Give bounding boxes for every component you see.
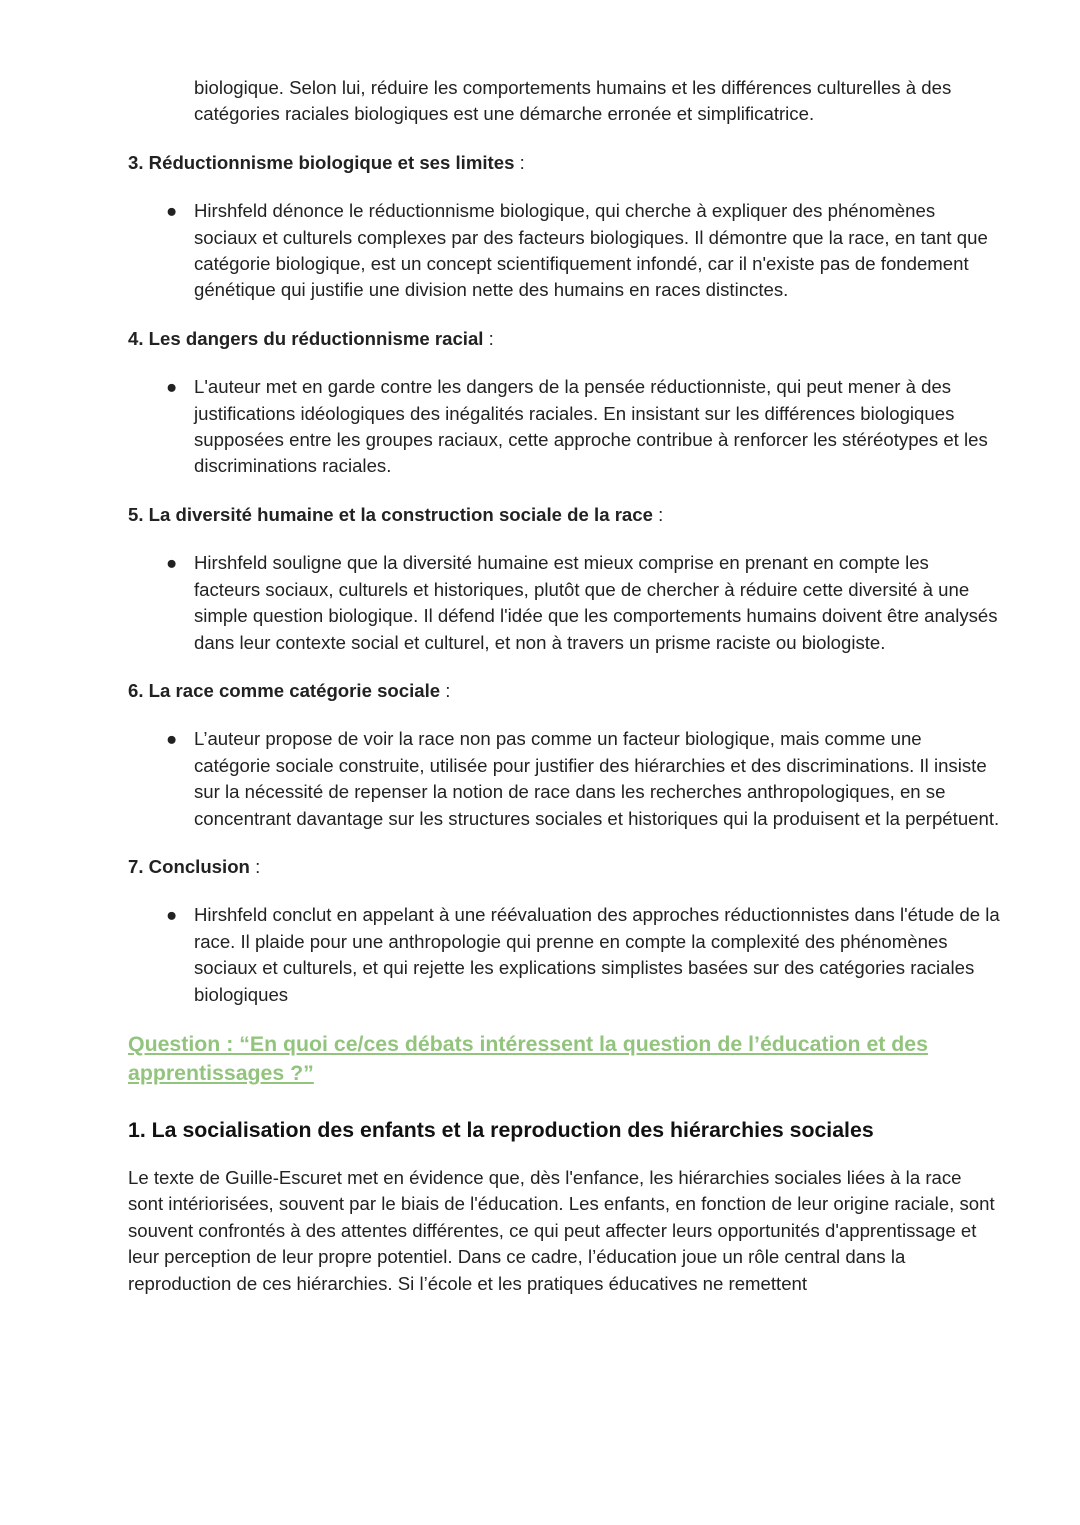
bullet-text: L’auteur propose de voir la race non pas comme un facteur biologique, mais comme une catégorie sociale construite, utilisée pour justifier des hiérarchies et des discriminations. Il insiste sur la nécessité de repenser la notion de race dans les recherches anthropologiques, en se concentrant davantage sur les structures sociales et historiques qui la produisent et la perpétuent. xyxy=(194,728,1000,829)
section-title: 7. Conclusion xyxy=(128,855,250,877)
intro-continuation: biologique. Selon lui, réduire les comportements humains et les différences culturelles à des catégories raciales biologiques est une démarche erronée et simplificatrice. xyxy=(194,77,952,125)
section-title: 6. La race comme catégorie sociale xyxy=(128,679,441,701)
bullet-icon: ● xyxy=(166,200,178,222)
bullet-item xyxy=(128,550,1000,656)
section-heading-3 xyxy=(128,150,1000,176)
bullet-list xyxy=(128,374,1000,480)
bullet-list xyxy=(128,550,1000,656)
subsection-heading: 1. La socialisation des enfants et la reproduction des hiérarchies sociales xyxy=(128,1117,874,1142)
final-paragraph: Le texte de Guille-Escuret met en évidence que, dès l'enfance, les hiérarchies sociales liées à la race sont intériorisées, souvent par le biais de l'éducation. Les enfants, en fonction de leur origine raciale, sont souvent confrontés à des attentes différentes, ce qui peut affecter leurs opportunités d'apprentissage et leur perception de leur propre potentiel. Dans ce cadre, l’éducation joue un rôle central dans la reproduction de ces hiérarchies. Si l’école et les pratiques éducatives ne remettent xyxy=(128,1166,995,1294)
document-page xyxy=(128,75,1000,1297)
bullet-text: Hirshfeld dénonce le réductionnisme biologique, qui cherche à expliquer des phénomènes sociaux et culturels complexes par des facteurs biologiques. Il démontre que la race, en tant que catégorie biologique, est un concept scientifiquement infondé, car il n'existe pas de fondement génétique qui justifie une division nette des humains en races distinctes. xyxy=(194,200,988,301)
section-suffix: : xyxy=(440,679,451,701)
section-suffix: : xyxy=(652,503,664,525)
section-suffix: : xyxy=(249,855,261,877)
section-suffix: : xyxy=(514,151,525,173)
bullet-item xyxy=(128,374,1000,480)
bullet-item xyxy=(128,726,1000,832)
bullet-text: L'auteur met en garde contre les dangers de la pensée réductionniste, qui peut mener à des justifications idéologiques des inégalités raciales. En insistant sur les différences biologiques supposées entre les groupes raciaux, cette approche contribue à renforcer les stéréotypes et les discriminations raciales. xyxy=(194,376,988,477)
question-heading: Question : “En quoi ce/ces débats intéressent la question de l’éducation et des apprentissages ?” xyxy=(128,1031,928,1085)
bullet-list xyxy=(128,902,1000,1008)
section-heading-6 xyxy=(128,678,1000,704)
bullet-icon: ● xyxy=(166,904,178,926)
section-suffix: : xyxy=(483,327,494,349)
section-title: 3. Réductionnisme biologique et ses limites xyxy=(128,151,515,173)
bullet-text: Hirshfeld conclut en appelant à une réévaluation des approches réductionnistes dans l'étude de la race. Il plaide pour une anthropologie qui prenne en compte la complexité des phénomènes sociaux et culturels, et qui rejette les explications simplistes basées sur des catégories raciales biologiques xyxy=(194,904,1000,1005)
section-heading-4 xyxy=(128,326,1000,352)
bullet-icon: ● xyxy=(166,728,178,750)
bullet-list xyxy=(128,198,1000,304)
section-title: 4. Les dangers du réductionnisme racial xyxy=(128,327,484,349)
section-title: 5. La diversité humaine et la construction sociale de la race xyxy=(128,503,653,525)
bullet-list xyxy=(128,726,1000,832)
section-heading-5 xyxy=(128,502,1000,528)
bullet-item xyxy=(128,902,1000,1008)
bullet-icon: ● xyxy=(166,552,178,574)
bullet-item xyxy=(128,198,1000,304)
bullet-icon: ● xyxy=(166,376,178,398)
section-heading-7 xyxy=(128,854,1000,880)
bullet-text: Hirshfeld souligne que la diversité humaine est mieux comprise en prenant en compte les facteurs sociaux, culturels et historiques, plutôt que de chercher à réduire cette diversité à une simple question biologique. Il défend l'idée que les comportements humains doivent être analysés dans leur contexte social et culturel, et non à travers un prisme raciste ou biologiste. xyxy=(194,552,998,653)
